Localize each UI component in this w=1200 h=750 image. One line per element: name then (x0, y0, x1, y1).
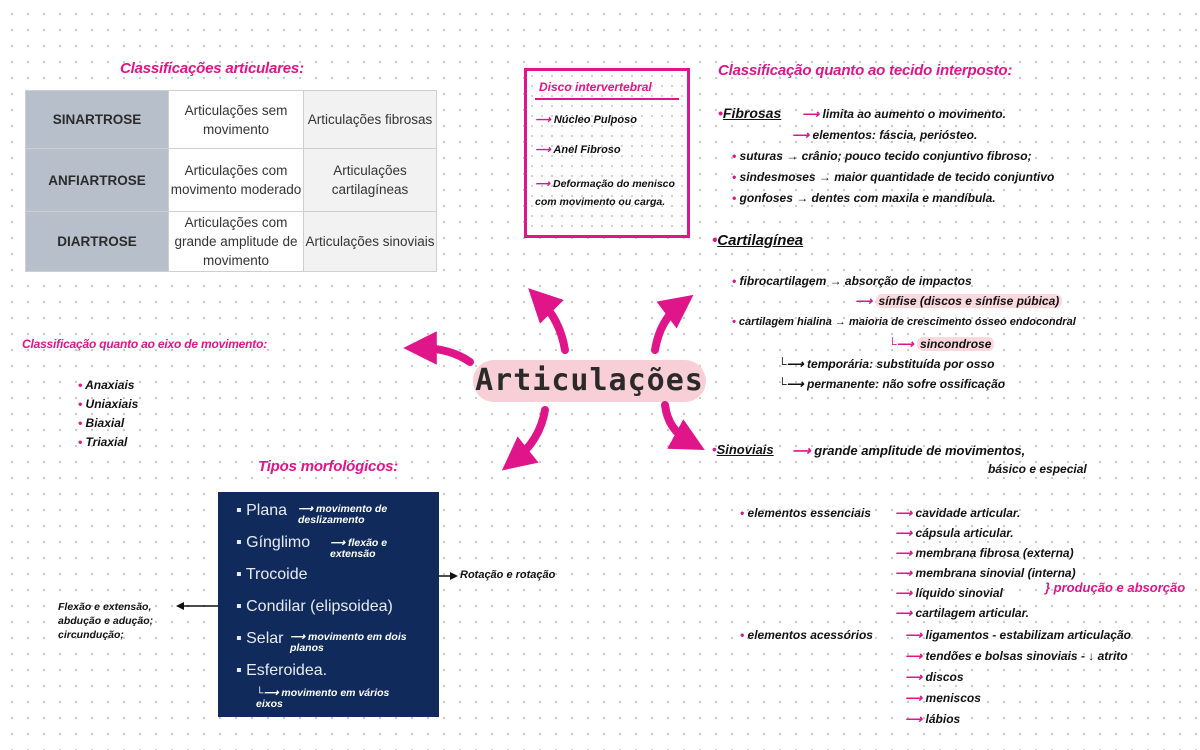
morfologicos-box (218, 492, 439, 717)
arrow-icon (655, 305, 680, 350)
trocoide-note: Rotação e rotação (460, 569, 556, 581)
producao-note: } produção e absorção (1045, 580, 1186, 595)
condilar-note: Flexão e extensão, abdução e adução; circundução; (58, 601, 154, 641)
sinoviais-label: •Sinoviais (712, 442, 774, 457)
table-cell: Articulações com grande amplitude de movimento (169, 212, 304, 272)
list-item: ▪ Condilar (elipsoidea) (236, 598, 393, 615)
ginglimo-note: ⟶ flexão e extensão (330, 537, 388, 560)
list-item: • suturas → crânio; pouco tecido conjuntivo fibroso; (732, 149, 1032, 163)
list-item: ⟶ cápsula articular. (895, 526, 1014, 540)
list-item: └⟶ temporária: substituída por osso (778, 357, 995, 371)
center-title: Articulações (473, 360, 706, 402)
list-item: ▪ Trocoide (236, 566, 308, 583)
disco-item: ⟶ Anel Fibroso (535, 144, 621, 156)
list-item: ⟶ elementos: fáscia, periósteo. (792, 128, 978, 142)
list-item: ⟶ membrana fibrosa (externa) (895, 546, 1074, 560)
list-item: ⟶ sínfise (discos e sínfise púbica) (855, 294, 1062, 308)
arrow-icon (540, 300, 565, 350)
list-item: • sindesmoses → maior quantidade de tecido conjuntivo (732, 170, 1055, 184)
list-item: ⟶ meniscos (905, 691, 981, 705)
list-item: ▪ Selar (236, 630, 284, 647)
arrow-icon (420, 348, 470, 362)
table-cell: Articulações cartilagíneas (304, 149, 437, 212)
plana-note: ⟶ movimento de deslizamento (298, 503, 388, 526)
table-cell: Articulações sinoviais (304, 212, 437, 272)
list-item: ⟶ cartilagem articular. (895, 606, 1029, 620)
table-cell: Articulações com movimento moderado (169, 149, 304, 212)
list-item: └⟶ sincondrose (888, 337, 994, 351)
list-item: • cartilagem hialina → maioria de crescimento ósseo endocondral (732, 316, 1076, 328)
table-cell: ANFIARTROSE (26, 149, 169, 212)
arrow-icon (515, 410, 545, 460)
list-item: ⟶ cavidade articular. (895, 506, 1021, 520)
sinoviais-head2: básico e especial (988, 462, 1087, 476)
list-item: ⟶ membrana sinovial (interna) (895, 566, 1076, 580)
list-item: ▪ Esferoidea. (236, 662, 328, 679)
acessorios-label: • elementos acessórios (740, 628, 873, 642)
morfologicos-title: Tipos morfológicos: (258, 458, 399, 475)
disco-title: Disco intervertebral (539, 80, 652, 94)
list-item: ⟶ tendões e bolsas sinoviais - ↓ atrito (905, 649, 1128, 663)
cartilaginea-label: •Cartilagínea (712, 232, 804, 249)
table-cell: Articulações sem movimento (169, 91, 304, 149)
arrow-icon (665, 405, 690, 442)
list-item: ▪ Plana (236, 502, 288, 519)
list-item: • fibrocartilagem → absorção de impactos (732, 274, 972, 288)
list-item: • Anaxiais (78, 378, 135, 392)
list-item: ⟶ lábios (905, 712, 961, 726)
list-item: ⟶ ligamentos - estabilizam articulação (905, 628, 1131, 642)
list-item: ▪ Gínglimo (236, 534, 311, 551)
list-item: • gonfoses → dentes com maxila e mandíbula. (732, 191, 996, 205)
table-cell: Articulações fibrosas (304, 91, 437, 149)
list-item: └⟶ permanente: não sofre ossificação (778, 377, 1006, 391)
sinoviais-head: ⟶ grande amplitude de movimentos, (792, 443, 1026, 458)
list-item: ⟶ limita ao aumento o movimento. (802, 107, 1006, 121)
classificacoes-title: Classificações articulares: (120, 60, 304, 77)
table-cell: DIARTROSE (26, 212, 169, 272)
list-item: • Triaxial (78, 435, 128, 449)
list-item: • Uniaxiais (78, 397, 139, 411)
disco-item: ⟶ Núcleo Pulposo (535, 114, 637, 126)
tecido-title: Classificação quanto ao tecido interposto: (718, 62, 1013, 79)
selar-note: ⟶ movimento em dois planos (290, 631, 407, 654)
eixo-title: Classificação quanto ao eixo de movimento: (22, 337, 267, 351)
essenciais-label: • elementos essenciais (740, 506, 871, 520)
list-item: ⟶ discos (905, 670, 964, 684)
fibrosas-label: •Fibrosas (718, 105, 782, 121)
esferoidea-note: └⟶ movimento em vários eixos (256, 687, 390, 710)
disco-item: ⟶ Deformação do menisco com movimento ou carga. (535, 178, 675, 208)
table-cell: SINARTROSE (26, 91, 169, 149)
list-item: • Biaxial (78, 416, 125, 430)
list-item: ⟶ líquido sinovial (895, 586, 1003, 600)
